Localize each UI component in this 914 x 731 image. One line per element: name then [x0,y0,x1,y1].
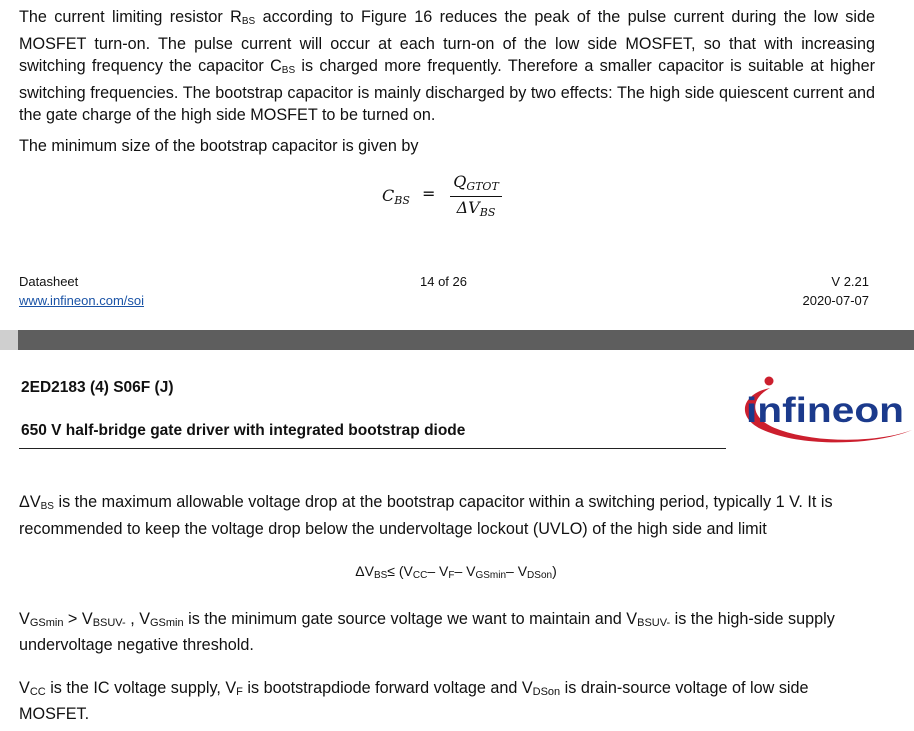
ineq-part: – V [454,563,476,579]
formula-numerator [450,172,502,193]
subscript: DSon [532,686,561,698]
ineq-part: ΔV [355,563,374,579]
page-separator-edge [0,330,18,350]
body-paragraph-vcc [19,677,875,725]
ineq-part: – V [506,563,528,579]
subscript: GSmin [29,617,64,629]
text-run: V [19,679,30,697]
ineq-sub: GSmin [475,570,507,581]
text-run: is bootstrapdiode forward voltage and V [242,679,533,697]
footer-date: 2020-07-07 [802,293,869,308]
text-run: is the maximum allowable voltage drop at the bootstrap capacitor within a switching period, typically 1 V. It is recommended to keep the voltage drop below the undervoltage lockout (UVLO) of the high side and limit [19,493,833,538]
text-run: is the minimum gate source voltage we want to maintain and V [183,610,638,628]
formula-num-sub: GTOT [466,180,499,193]
ineq-sub: BS [373,570,388,581]
subscript: BSUV- [92,617,126,629]
part-number-title: 2ED2183 (4) S06F (J) [21,379,174,396]
page-separator [0,330,914,350]
fraction-bar [450,196,502,197]
formula-lhs [382,186,410,207]
formula-lhs-base: C [382,186,395,205]
ineq-sub: CC [412,570,428,581]
ineq-part: – V [427,563,449,579]
header-rule [19,448,726,449]
text-run: is drain-source voltage of low side MOSFET. [19,679,809,723]
text-run: is the high-side supply undervoltage negative threshold. [19,610,835,654]
subscript: BS [241,16,256,27]
ineq-part: ) [552,563,557,579]
min-size-text: The minimum size of the bootstrap capacitor is given by [19,137,419,155]
footer-doc-type: Datasheet [19,274,79,289]
subscript: BSUV- [637,617,671,629]
infineon-logo [740,372,914,450]
logo-dot [765,377,774,386]
ineq-sub: F [448,570,455,581]
text-run: is charged more frequently. Therefore a smaller capacitor is suitable at higher switching frequencies. The bootstrap capacitor is mainly discharged by two effects: The high side quiescent current and the gate charge of the high side MOSFET to be turned on. [19,57,875,124]
body-paragraph-voltage-drop [19,491,875,540]
subscript: CC [29,686,46,698]
text-run: V [19,610,30,628]
formula-equals: = [422,184,436,203]
voltage-drop-inequality [0,563,914,581]
text-run: ΔV [19,493,41,511]
footer-page-number: 14 of 26 [420,274,467,289]
subscript: F [236,686,243,698]
text-run: is the IC voltage supply, V [45,679,237,697]
subscript: GSmin [150,617,184,629]
subscript: BS [40,501,54,512]
body-paragraph-vgsmin [19,608,875,656]
body-paragraph-current-limiting [19,6,875,126]
formula-denominator [450,198,502,219]
text-run: The current limiting resistor R [19,8,242,26]
bootstrap-capacitor-formula [382,172,522,222]
footer-website-link[interactable]: www.infineon.com/soi [19,293,144,308]
ineq-sub: DSon [527,570,553,581]
ineq-part: ≤ (V [387,563,413,579]
formula-lhs-sub: BS [394,194,410,207]
logo-wordmark: infineon [746,391,904,430]
document-subtitle: 650 V half-bridge gate driver with integrated bootstrap diode [21,422,466,439]
text-run: according to Figure 16 reduces the peak of the pulse current during the low side MOSFET turn-on. The pulse current will occur at each turn-on of the low side MOSFET, so that with increasing switching frequency the capacitor C [19,8,875,75]
formula-den-sub: BS [479,206,496,219]
footer-version: V 2.21 [831,274,869,289]
subscript: BS [281,65,296,76]
formula-den-base: ΔV [456,198,480,217]
text-run: , V [125,610,150,628]
text-run: > V [63,610,93,628]
formula-num-base: Q [453,172,467,191]
